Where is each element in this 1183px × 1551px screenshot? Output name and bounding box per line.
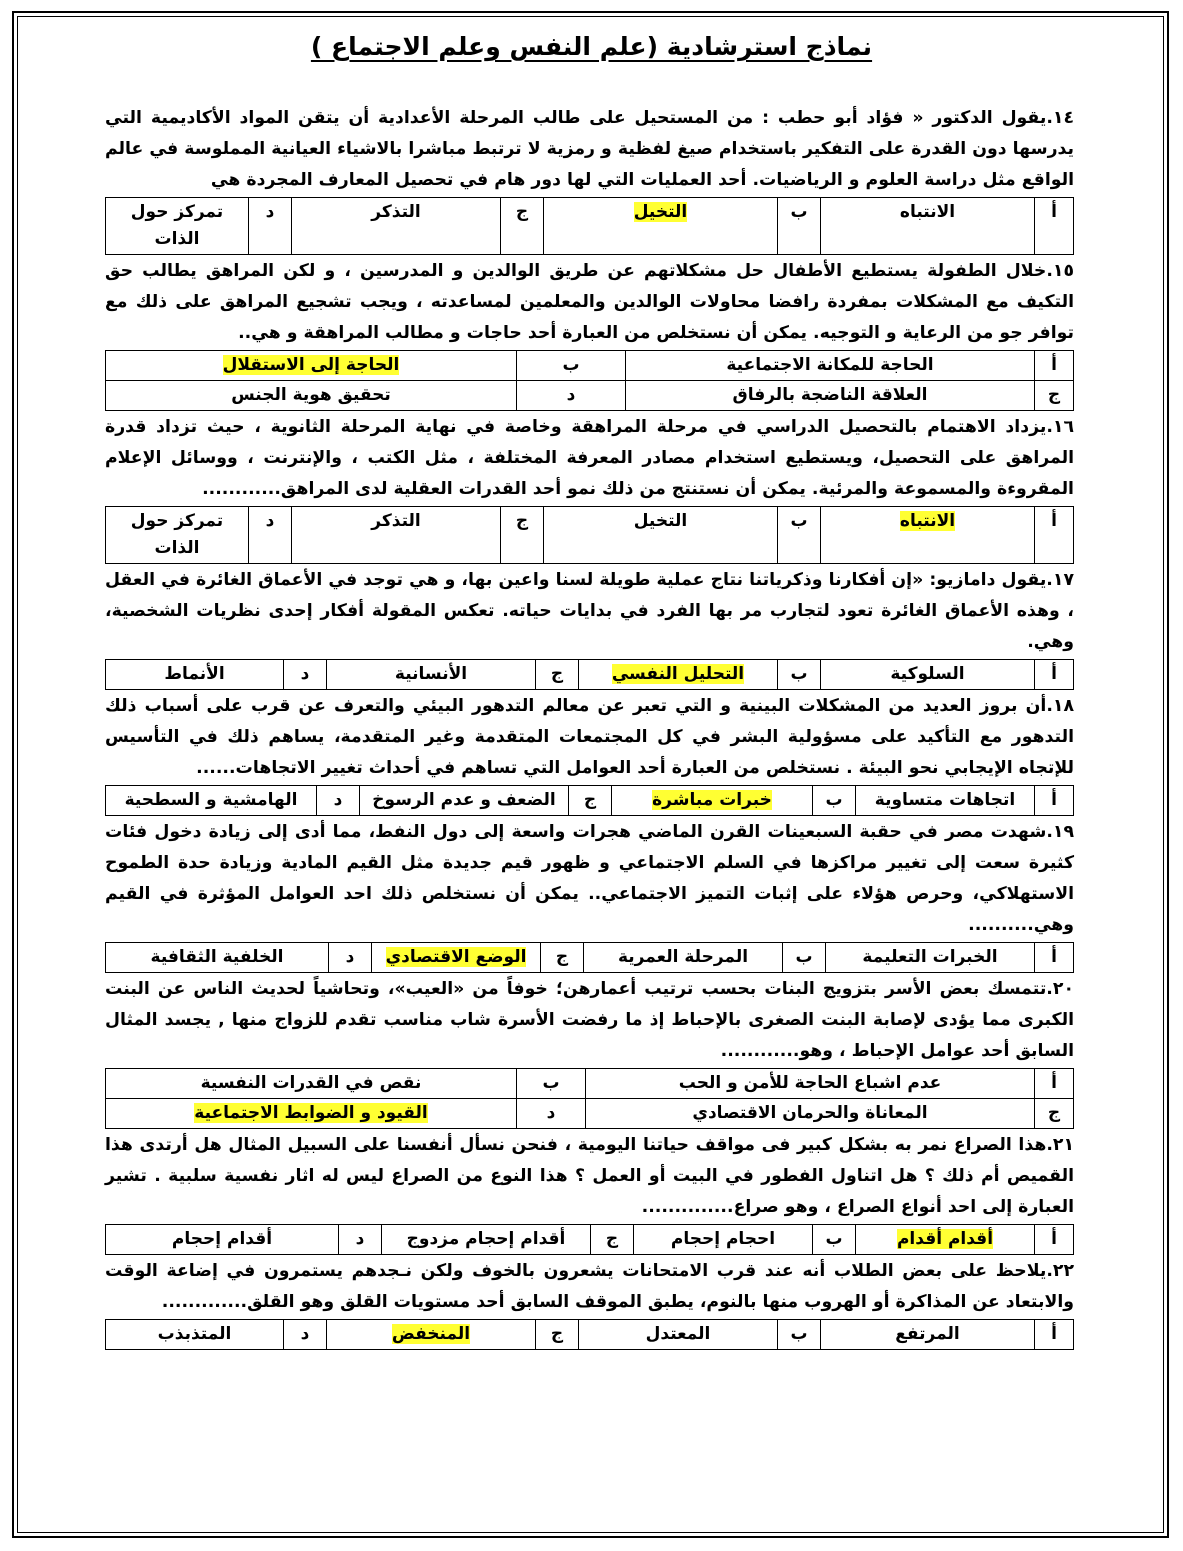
option-letter: ج bbox=[541, 943, 584, 973]
options-table-17 bbox=[105, 659, 1074, 690]
option-letter: أ bbox=[1035, 660, 1074, 690]
option-letter: ج bbox=[1035, 381, 1074, 411]
option-text-answer[interactable]: أقدام أقدام bbox=[856, 1225, 1035, 1255]
option-text[interactable]: احجام إحجام bbox=[634, 1225, 813, 1255]
option-letter: ج bbox=[536, 660, 579, 690]
option-text[interactable]: تحقيق هوية الجنس bbox=[106, 381, 517, 411]
option-letter: أ bbox=[1035, 1069, 1074, 1099]
question-18: ١٨.أن بروز العديد من المشكلات البينية و التي تعبر عن معالم التدهور البيئي والتعرف عن قرب على أسباب ذلك التدهور مع التأكيد على مسؤولية البشر في كل المجتمعات المتقدمة وغير المتقدمة، يساهم ذلك في التأسيس للإتجاه الإيجابي نحو البيئة . نستخلص من العبارة أحد العوامل التي تساهم في أحداث تغيير الاتجاهات...... bbox=[105, 696, 1074, 778]
option-letter: ج bbox=[1035, 1099, 1074, 1129]
question-17: ١٧.يقول دامازيو: «إن أفكارنا وذكرياتنا نتاج عملية طويلة لسنا واعين بها، و هي توجد في الأعماق الغائرة في العقل ، وهذه الأعماق الغائرة تعود لتجارب مر بها الفرد في بدايات حياته. تعكس المقولة أفكار إحدى نظريات الشخصية، وهي. bbox=[105, 570, 1074, 652]
option-text-answer[interactable]: الحاجة إلى الاستقلال bbox=[106, 351, 517, 381]
option-text[interactable]: أقدام إحجام bbox=[106, 1225, 339, 1255]
question-15: ١٥.خلال الطفولة يستطيع الأطفال حل مشكلاتهم عن طريق الوالدين و المدرسين ، و لكن المراهق يطالب حق التكيف مع المشكلات بمفردة رافضا محاولات الوالدين والمعلمين لمساعدته ، ويجب تشجيع المراهق على ذلك مع توافر جو من الرعاية و التوجيه. يمكن أن نستخلص من العبارة أحد حاجات و مطالب المراهقة و هي.. bbox=[105, 261, 1074, 343]
option-letter: د bbox=[517, 381, 626, 411]
option-letter: ب bbox=[813, 1225, 856, 1255]
options-table-20 bbox=[105, 1068, 1074, 1129]
option-text[interactable]: الأنسانية bbox=[327, 660, 536, 690]
option-text[interactable]: أقدام إحجام مزدوج bbox=[382, 1225, 591, 1255]
option-text[interactable]: المرتفع bbox=[821, 1320, 1035, 1350]
question-20: ٢٠.تتمسك بعض الأسر بتزويج البنات بحسب ترتيب أعمارهن؛ خوفاً من «العيب»، وتحاشياً لحديث الناس عن البنت الكبرى مما يؤدى لإصابة البنت الصغرى بالإحباط إذ ما رفضت الأسرة شاب مناسب تقدم للزواج منها , يجسد المثال السابق أحد عوامل الإحباط ، وهو............ bbox=[105, 979, 1074, 1061]
option-letter: ج bbox=[569, 786, 612, 816]
option-text[interactable]: العلاقة الناضجة بالرفاق bbox=[626, 381, 1035, 411]
option-text[interactable]: الخبرات التعليمة bbox=[826, 943, 1035, 973]
question-16: ١٦.يزداد الاهتمام بالتحصيل الدراسي في مرحلة المراهقة وخاصة في نهاية المرحلة الثانوية ، حيث تزداد قدرة المراهق على التحصيل، ويستطيع استخدام مصادر المعرفة المختلفة ، مثل الكتب ، والإنترنت ، ووسائل الإعلام المقروءة والمسموعة والمرئية. يمكن أن نستنتج من ذلك نمو أحد القدرات العقلية لدى المراهق............ bbox=[105, 417, 1074, 499]
question-21: ٢١.هذا الصراع نمر به بشكل كبير فى مواقف حياتنا اليومية ، فنحن نسأل أنفسنا على السبيل المثال هل أرتدى هذا القميص أم ذلك ؟ هل اتناول الفطور في البيت أو العمل ؟ هذا النوع من الصراع ليس له اثار نفسية سلبية . تشير العبارة إلى احد أنواع الصراع ، وهو صراع.............. bbox=[105, 1135, 1074, 1217]
option-text[interactable]: الأنماط bbox=[106, 660, 284, 690]
option-text-answer[interactable]: خبرات مباشرة bbox=[612, 786, 813, 816]
question-19: ١٩.شهدت مصر في حقبة السبعينات القرن الماضي هجرات واسعة إلى دول النفط، مما أدى إلى زيادة دخول فئات كثيرة سعت إلى تغيير مراكزها في السلم الاجتماعي و ظهور قيم جديدة مثل القيم المادية وزيادة حدة الطموح الاستهلاكي، وحرص هؤلاء على إثبات التميز الاجتماعي.. يمكن أن نستخلص ذلك احد العوامل المؤثرة في القيم وهي.......... bbox=[105, 822, 1074, 935]
option-text[interactable]: التذكر bbox=[292, 198, 501, 255]
option-text-answer[interactable]: المنخفض bbox=[327, 1320, 536, 1350]
option-letter: أ bbox=[1035, 507, 1074, 564]
options-table-15 bbox=[105, 350, 1074, 411]
question-14: ١٤.يقول الدكتور « فؤاد أبو حطب : من المستحيل على طالب المرحلة الأعدادية أن يتقن المواد الأكاديمية التي يدرسها دون القدرة على التفكير باستخدام صيغ لفظية و رمزية لا ترتبط مباشرا بالاشياء العيانية المملوسة في عالم الواقع مثل دراسة العلوم و الرياضيات. أحد العمليات التي لها دور هام في تحصيل المعارف المجردة هي bbox=[105, 108, 1074, 190]
option-text[interactable]: الحاجة للمكانة الاجتماعية bbox=[626, 351, 1035, 381]
option-text[interactable]: الضعف و عدم الرسوخ bbox=[360, 786, 569, 816]
option-text[interactable]: الانتباه bbox=[821, 198, 1035, 255]
option-letter: ب bbox=[778, 198, 821, 255]
option-text[interactable]: تمركز حول الذات bbox=[106, 507, 249, 564]
options-table-18 bbox=[105, 785, 1074, 816]
option-text[interactable]: التذكر bbox=[292, 507, 501, 564]
option-text-answer[interactable]: التخيل bbox=[544, 198, 778, 255]
option-letter: ب bbox=[517, 351, 626, 381]
option-letter: ب bbox=[778, 507, 821, 564]
option-letter: د bbox=[284, 660, 327, 690]
option-letter: أ bbox=[1035, 1225, 1074, 1255]
page-title: نماذج استرشادية (علم النفس وعلم الاجتماع ) bbox=[310, 32, 873, 61]
options-table-19 bbox=[105, 942, 1074, 973]
option-text[interactable]: الهامشية و السطحية bbox=[106, 786, 317, 816]
option-text[interactable]: المتذبذب bbox=[106, 1320, 284, 1350]
option-letter: د bbox=[517, 1099, 586, 1129]
option-letter: ب bbox=[783, 943, 826, 973]
option-text-answer[interactable]: القيود و الضوابط الاجتماعية bbox=[106, 1099, 517, 1129]
option-text-answer[interactable]: التحليل النفسي bbox=[579, 660, 778, 690]
option-letter: د bbox=[317, 786, 360, 816]
option-letter: ج bbox=[536, 1320, 579, 1350]
option-letter: د bbox=[329, 943, 372, 973]
option-letter: أ bbox=[1035, 198, 1074, 255]
option-letter: د bbox=[339, 1225, 382, 1255]
option-text[interactable]: المرحلة العمرية bbox=[584, 943, 783, 973]
questions-content bbox=[105, 103, 1074, 1351]
options-table-21 bbox=[105, 1224, 1074, 1255]
option-text[interactable]: تمركز حول الذات bbox=[106, 198, 249, 255]
option-letter: ج bbox=[501, 507, 544, 564]
option-letter: ب bbox=[778, 1320, 821, 1350]
options-table-14 bbox=[105, 197, 1074, 255]
option-text[interactable]: عدم اشباع الحاجة للأمن و الحب bbox=[586, 1069, 1035, 1099]
question-22: ٢٢.يلاحظ على بعض الطلاب أنه عند قرب الامتحانات يشعرون بالخوف ولكن نـجدهم يستمرون في إضاعة الوقت والابتعاد عن المذاكرة أو الهروب منها بالنوم، يطبق الموقف السابق أحد مستويات القلق وهو القلق............. bbox=[105, 1261, 1074, 1312]
option-text[interactable]: اتجاهات متساوية bbox=[856, 786, 1035, 816]
options-table-22 bbox=[105, 1319, 1074, 1350]
option-text-answer[interactable]: الوضع الاقتصادي bbox=[372, 943, 541, 973]
option-text[interactable]: السلوكية bbox=[821, 660, 1035, 690]
option-text[interactable]: المعاناة والحرمان الاقتصادي bbox=[586, 1099, 1035, 1129]
option-text-answer[interactable]: الانتباه bbox=[821, 507, 1035, 564]
option-letter: د bbox=[284, 1320, 327, 1350]
option-letter: د bbox=[249, 198, 292, 255]
option-letter: أ bbox=[1035, 1320, 1074, 1350]
option-letter: ب bbox=[517, 1069, 586, 1099]
option-letter: ب bbox=[778, 660, 821, 690]
option-letter: ج bbox=[501, 198, 544, 255]
option-letter: د bbox=[249, 507, 292, 564]
option-letter: ب bbox=[813, 786, 856, 816]
option-letter: ج bbox=[591, 1225, 634, 1255]
option-letter: أ bbox=[1035, 351, 1074, 381]
option-text[interactable]: نقص في القدرات النفسية bbox=[106, 1069, 517, 1099]
option-text[interactable]: التخيل bbox=[544, 507, 778, 564]
options-table-16 bbox=[105, 506, 1074, 564]
option-letter: أ bbox=[1035, 943, 1074, 973]
option-letter: أ bbox=[1035, 786, 1074, 816]
option-text[interactable]: المعتدل bbox=[579, 1320, 778, 1350]
option-text[interactable]: الخلفية الثقافية bbox=[106, 943, 329, 973]
